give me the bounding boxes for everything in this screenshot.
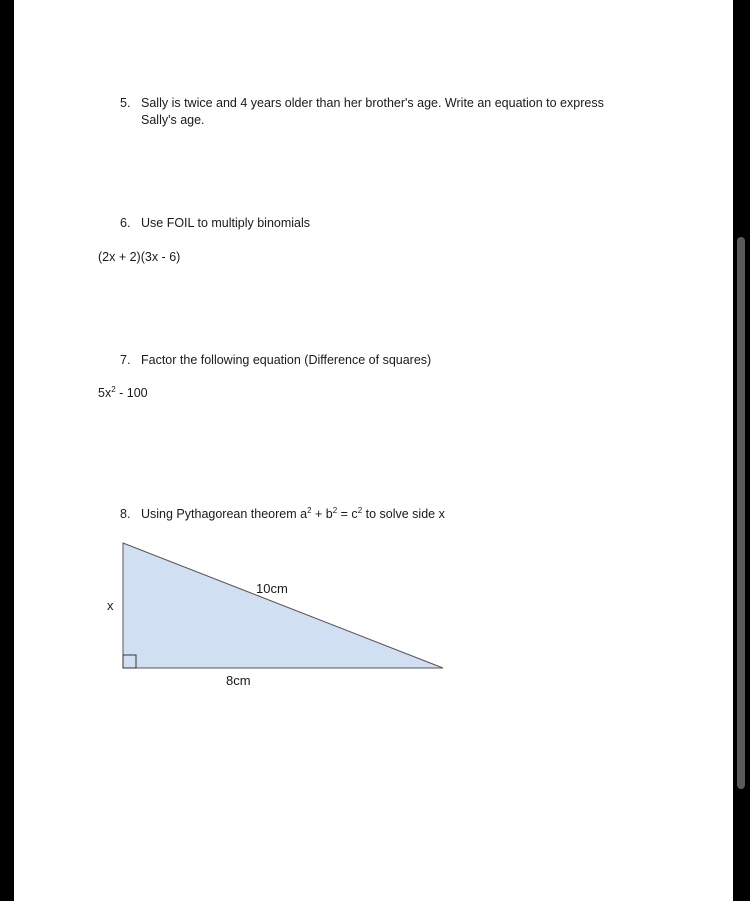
question-8-text-a: Using Pythagorean theorem a <box>141 507 308 521</box>
question-8-text-d: to solve side x <box>362 507 445 521</box>
question-5-number: 5. <box>120 96 131 110</box>
question-8-exp-a: 2 <box>307 505 312 515</box>
right-triangle-diagram <box>14 0 733 901</box>
document-page <box>14 0 733 901</box>
question-8-text-b: + b <box>311 507 333 521</box>
question-8-text-c: = c <box>337 507 358 521</box>
triangle-shape <box>123 543 443 668</box>
question-6-text: Use FOIL to multiply binomials <box>141 216 311 230</box>
question-7-expression-base: 5x <box>98 386 112 400</box>
question-8-exp-c: 2 <box>357 505 363 515</box>
question-5-text-line2: Sally's age. <box>141 113 205 127</box>
question-7-text: Factor the following equation (Difference of squares) <box>141 353 432 367</box>
question-7-expression-exponent: 2 <box>111 384 116 394</box>
question-8-exp-b: 2 <box>332 505 338 515</box>
question-7-number: 7. <box>120 353 131 367</box>
base-label: 8cm <box>226 673 251 688</box>
question-6-number: 6. <box>120 216 131 230</box>
hypotenuse-label: 10cm <box>256 581 288 596</box>
side-x-label: x <box>107 598 114 613</box>
scrollbar-thumb[interactable] <box>737 237 745 789</box>
question-5-text-line1: Sally is twice and 4 years older than her brother's age. Write an equation to express <box>141 96 604 110</box>
question-7-expression-rest: - 100 <box>115 386 148 400</box>
question-6-expression: (2x + 2)(3x - 6) <box>98 250 181 264</box>
question-8-number: 8. <box>120 507 131 521</box>
